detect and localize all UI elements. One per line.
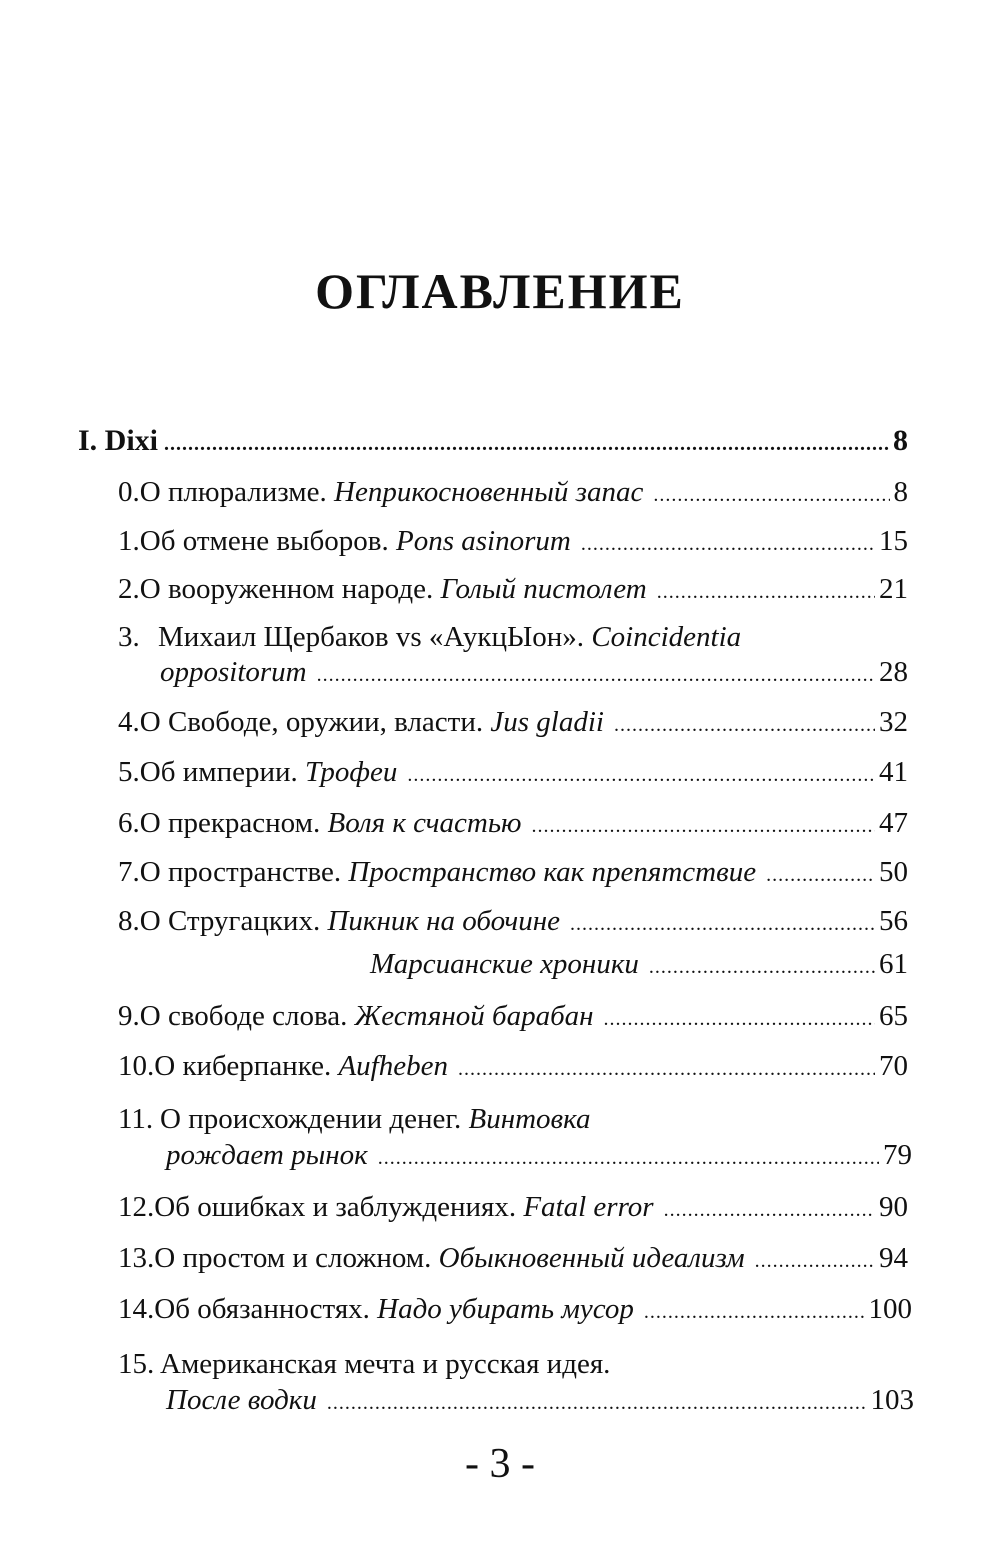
- toc-entry-3[interactable]: [160, 654, 908, 693]
- dot-leader: [407, 757, 875, 793]
- entry-subtitle-continued: После водки: [166, 1384, 317, 1416]
- toc-entry-0[interactable]: [118, 474, 908, 513]
- toc-entry-10[interactable]: [118, 1048, 908, 1087]
- toc-entry-6[interactable]: [118, 805, 908, 844]
- entry-title: Об империи.: [139, 756, 298, 788]
- entry-subtitle: Pons asinorum: [395, 525, 571, 557]
- dot-leader: [755, 1243, 875, 1279]
- entry-page-number: 41: [879, 756, 908, 788]
- entry-number: 11.: [118, 1103, 154, 1135]
- entry-title: О простом и сложном.: [154, 1242, 432, 1274]
- toc-entry-1[interactable]: [118, 523, 908, 562]
- entry-title: О плюрализме.: [139, 476, 327, 508]
- dot-leader: [327, 1385, 867, 1421]
- entry-subtitle: Пространство как препятствие: [348, 856, 757, 888]
- entry-number: 13.: [118, 1242, 155, 1274]
- entry-subtitle: Fatal error: [523, 1191, 654, 1223]
- entry-number: 14.: [118, 1293, 155, 1325]
- entry-page-number: 56: [879, 905, 908, 937]
- toc-entry-8[interactable]: [118, 903, 908, 942]
- entry-page-number: 100: [868, 1293, 912, 1325]
- entry-subtitle-continued: oppositorum: [160, 656, 307, 688]
- entry-page-number: 47: [879, 807, 908, 839]
- entry-title: О вооруженном народе.: [139, 573, 434, 605]
- entry-page-number: 32: [879, 706, 908, 738]
- dot-leader: [614, 707, 875, 743]
- toc-entry-15[interactable]: [166, 1382, 914, 1421]
- toc-entry-12[interactable]: [118, 1189, 908, 1228]
- entry-title: О Стругацких.: [139, 905, 321, 937]
- entry-page-number: 8: [893, 476, 908, 508]
- dot-leader: [649, 949, 875, 985]
- entry-subtitle: Coincidentia: [591, 621, 742, 653]
- entry-subtitle: Обыкновенный идеализм: [438, 1242, 745, 1274]
- entry-subtitle-continued: рождает рынок: [166, 1139, 368, 1171]
- entry-title: Об отмене выборов.: [139, 525, 389, 557]
- entry-title: О свободе слова.: [139, 1000, 348, 1032]
- entry-page-number: 94: [879, 1242, 908, 1274]
- entry-number: 10.: [118, 1050, 155, 1082]
- entry-number: 0.: [118, 476, 140, 508]
- entry-title: Об ошибках и заблуждениях.: [154, 1191, 517, 1223]
- entry-number: 12.: [118, 1191, 155, 1223]
- entry-subtitle: Неприкосновенный запас: [334, 476, 644, 508]
- entry-number: 1.: [118, 525, 140, 557]
- entry-number: 3.: [118, 621, 140, 653]
- entry-subtitle: Воля к счастью: [327, 807, 522, 839]
- entry-subtitle: Трофеи: [305, 756, 398, 788]
- entry-title: Об обязанностях.: [154, 1293, 370, 1325]
- dot-leader: [604, 1001, 875, 1037]
- entry-title: Американская мечта и русская идея.: [160, 1348, 611, 1380]
- entry-title: О киберпанке.: [154, 1050, 332, 1082]
- dot-leader: [570, 906, 875, 942]
- toc-entry-4[interactable]: [118, 704, 908, 743]
- dot-leader: [664, 1192, 875, 1228]
- toc-entry-15-first-line[interactable]: [118, 1346, 610, 1382]
- entry-subtitle: Марсианские хроники: [370, 948, 639, 980]
- dot-leader: [644, 1294, 865, 1330]
- dot-leader: [531, 808, 875, 844]
- toc-entry-2[interactable]: [118, 571, 908, 610]
- entry-page-number: 50: [879, 856, 908, 888]
- toc-entry-11[interactable]: [166, 1137, 912, 1176]
- entry-number: 6.: [118, 807, 140, 839]
- entry-subtitle: Пикник на обочине: [327, 905, 560, 937]
- dot-leader: [317, 657, 875, 693]
- part-label: I. Dixi: [78, 424, 159, 457]
- part-page-number: 8: [893, 424, 908, 457]
- entry-subtitle: Винтовка: [468, 1103, 591, 1135]
- entry-number: 2.: [118, 573, 140, 605]
- entry-number: 5.: [118, 756, 140, 788]
- page-title: ОГЛАВЛЕНИЕ: [315, 263, 685, 319]
- entry-title: О прекрасном.: [139, 807, 321, 839]
- entry-page-number: 21: [879, 573, 908, 605]
- entry-number: 15.: [118, 1348, 155, 1380]
- toc-entry-8b[interactable]: [370, 946, 908, 985]
- entry-page-number: 103: [870, 1384, 914, 1416]
- entry-subtitle: Jus gladii: [490, 706, 604, 738]
- dot-leader: [581, 526, 875, 562]
- entry-page-number: 65: [879, 1000, 908, 1032]
- entry-page-number: 61: [879, 948, 908, 980]
- entry-page-number: 90: [879, 1191, 908, 1223]
- entry-title: О пространстве.: [139, 856, 342, 888]
- entry-subtitle: Надо убирать мусор: [377, 1293, 634, 1325]
- entry-title: О Свободе, оружии, власти.: [139, 706, 484, 738]
- entry-page-number: 79: [883, 1139, 912, 1171]
- entry-page-number: 28: [879, 656, 908, 688]
- toc-entry-5[interactable]: [118, 754, 908, 793]
- toc-entry-11-first-line[interactable]: [118, 1101, 591, 1137]
- dot-leader: [458, 1051, 875, 1087]
- toc-entry-13[interactable]: [118, 1240, 908, 1279]
- page-folio-number: - 3 -: [465, 1441, 535, 1487]
- toc-entry-7[interactable]: [118, 854, 908, 893]
- dot-leader: [657, 574, 875, 610]
- entry-title: Михаил Щербаков vs «АукцЫон».: [158, 621, 585, 653]
- toc-part-row[interactable]: [78, 423, 908, 462]
- dot-leader: [378, 1140, 879, 1176]
- entry-title: О происхождении денег.: [160, 1103, 462, 1135]
- toc-entry-9[interactable]: [118, 998, 908, 1037]
- entry-subtitle: Жестяной барабан: [354, 1000, 594, 1032]
- entry-subtitle: Aufheben: [338, 1050, 448, 1082]
- entry-number: 9.: [118, 1000, 140, 1032]
- toc-entry-14[interactable]: [118, 1291, 912, 1330]
- entry-page-number: 15: [879, 525, 908, 557]
- entry-number: 7.: [118, 856, 140, 888]
- entry-number: 8.: [118, 905, 140, 937]
- dot-leader: [766, 857, 875, 893]
- entry-number: 4.: [118, 706, 140, 738]
- toc-entry-3-first-line[interactable]: [118, 619, 741, 655]
- dot-leader: [653, 477, 889, 513]
- entry-subtitle: Голый пистолет: [440, 573, 647, 605]
- entry-page-number: 70: [879, 1050, 908, 1082]
- dot-leader: [164, 426, 889, 462]
